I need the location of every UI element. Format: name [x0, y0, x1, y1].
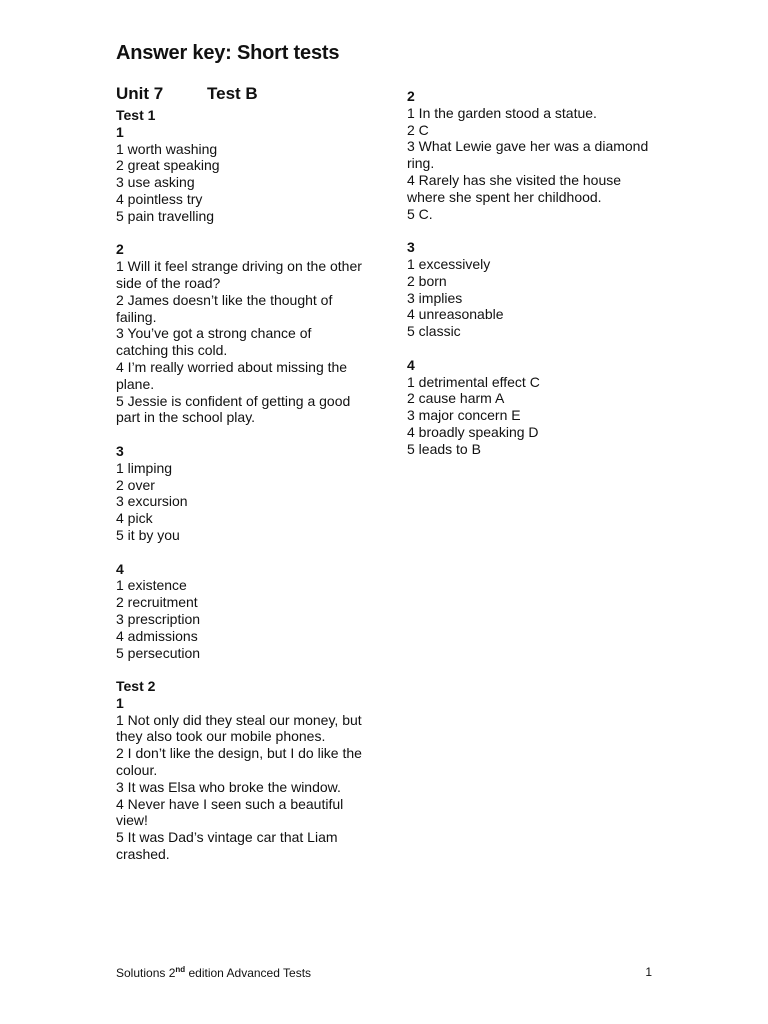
- answer-line: 3 What Lewie gave her was a diamond ring.: [407, 138, 649, 172]
- answer-line: 5 Jessie is confident of getting a good part in the school play.: [116, 392, 351, 426]
- question-number: 3: [407, 239, 415, 256]
- answer-line: 2 over: [116, 476, 155, 493]
- answer-line: 4 pick: [116, 510, 153, 527]
- page-number: 1: [645, 965, 652, 979]
- answer-section: [116, 241, 366, 426]
- question-number: 4: [407, 356, 415, 373]
- book-title: [116, 965, 311, 980]
- answer-line: 1 limping: [116, 459, 173, 476]
- answer-line: 1 Will it feel strange driving on the other side of the road?: [116, 258, 362, 291]
- answer-line: 4 I’m really worried about missing the plane.: [116, 358, 348, 392]
- answer-line: 5 C.: [407, 205, 433, 222]
- question-number: 3: [116, 442, 124, 459]
- answer-line: 2 recruitment: [116, 594, 198, 611]
- test2-heading: Test 2: [116, 678, 156, 695]
- answer-line: 4 pointless try: [116, 190, 203, 207]
- answer-line: 5 classic: [407, 323, 461, 340]
- answer-line: 3 excursion: [116, 493, 188, 510]
- answer-line: 1 In the garden stood a statue.: [407, 104, 597, 121]
- answer-line: 1 detrimental effect C: [407, 373, 540, 390]
- answer-line: 3 major concern E: [407, 407, 521, 424]
- answer-section: [116, 561, 366, 662]
- book-title-suffix: edition Advanced Tests: [185, 966, 312, 980]
- answer-line: 1 existence: [116, 577, 187, 594]
- book-title-prefix: Solutions 2: [116, 966, 176, 980]
- edition-superscript: nd: [175, 965, 186, 974]
- answer-line: 2 born: [407, 272, 447, 289]
- answer-section: [116, 443, 366, 544]
- answer-line: 3 prescription: [116, 610, 201, 627]
- answer-line: 4 unreasonable: [407, 306, 504, 323]
- test1-heading: Test 1: [116, 107, 156, 123]
- answer-line: 5 persecution: [116, 644, 201, 661]
- right-column: [407, 88, 657, 474]
- unit-label: Unit 7: [116, 84, 164, 103]
- page-title: Answer key: Short tests: [116, 42, 340, 64]
- answer-line: 1 excessively: [407, 255, 491, 272]
- answer-line: 3 It was Elsa who broke the window.: [116, 778, 341, 795]
- answer-line: 1 worth washing: [116, 140, 218, 157]
- answer-section: [407, 357, 657, 458]
- answer-section: [407, 88, 657, 222]
- question-number: 2: [116, 241, 124, 258]
- question-number: 4: [116, 560, 124, 577]
- answer-line: 4 broadly speaking D: [407, 423, 539, 440]
- test-label: Test B: [207, 84, 258, 103]
- question-number: 1: [116, 123, 124, 140]
- question-number: 1: [116, 694, 124, 711]
- answer-section: [116, 695, 366, 863]
- answer-line: 4 Never have I seen such a beautiful view!: [116, 795, 344, 829]
- answer-section: [407, 239, 657, 340]
- answer-line: 4 admissions: [116, 627, 198, 644]
- answer-line: 4 Rarely has she visited the house where she spent her childhood.: [407, 171, 622, 205]
- unit-header: [116, 86, 366, 106]
- answer-line: 2 I don’t like the design, but I do like the colour.: [116, 745, 362, 779]
- answer-line: 2 C: [407, 121, 429, 138]
- answer-line: 3 implies: [407, 289, 463, 306]
- page-footer: [116, 965, 652, 980]
- left-column: [116, 86, 366, 880]
- answer-line: 5 pain travelling: [116, 207, 215, 224]
- answer-line: 5 it by you: [116, 526, 180, 543]
- answer-line: 3 use asking: [116, 174, 195, 191]
- answer-line: 1 Not only did they steal our money, but they also took our mobile phones.: [116, 711, 362, 745]
- answer-line: 2 James doesn’t like the thought of failing.: [116, 291, 333, 325]
- answer-line: 2 great speaking: [116, 157, 220, 174]
- answer-section: [116, 124, 366, 225]
- answer-line: 3 You’ve got a strong chance of catching this cold.: [116, 325, 312, 359]
- answer-line: 2 cause harm A: [407, 390, 505, 407]
- answer-line: 5 leads to B: [407, 440, 481, 457]
- answer-line: 5 It was Dad’s vintage car that Liam crashed.: [116, 829, 338, 863]
- question-number: 2: [407, 88, 415, 104]
